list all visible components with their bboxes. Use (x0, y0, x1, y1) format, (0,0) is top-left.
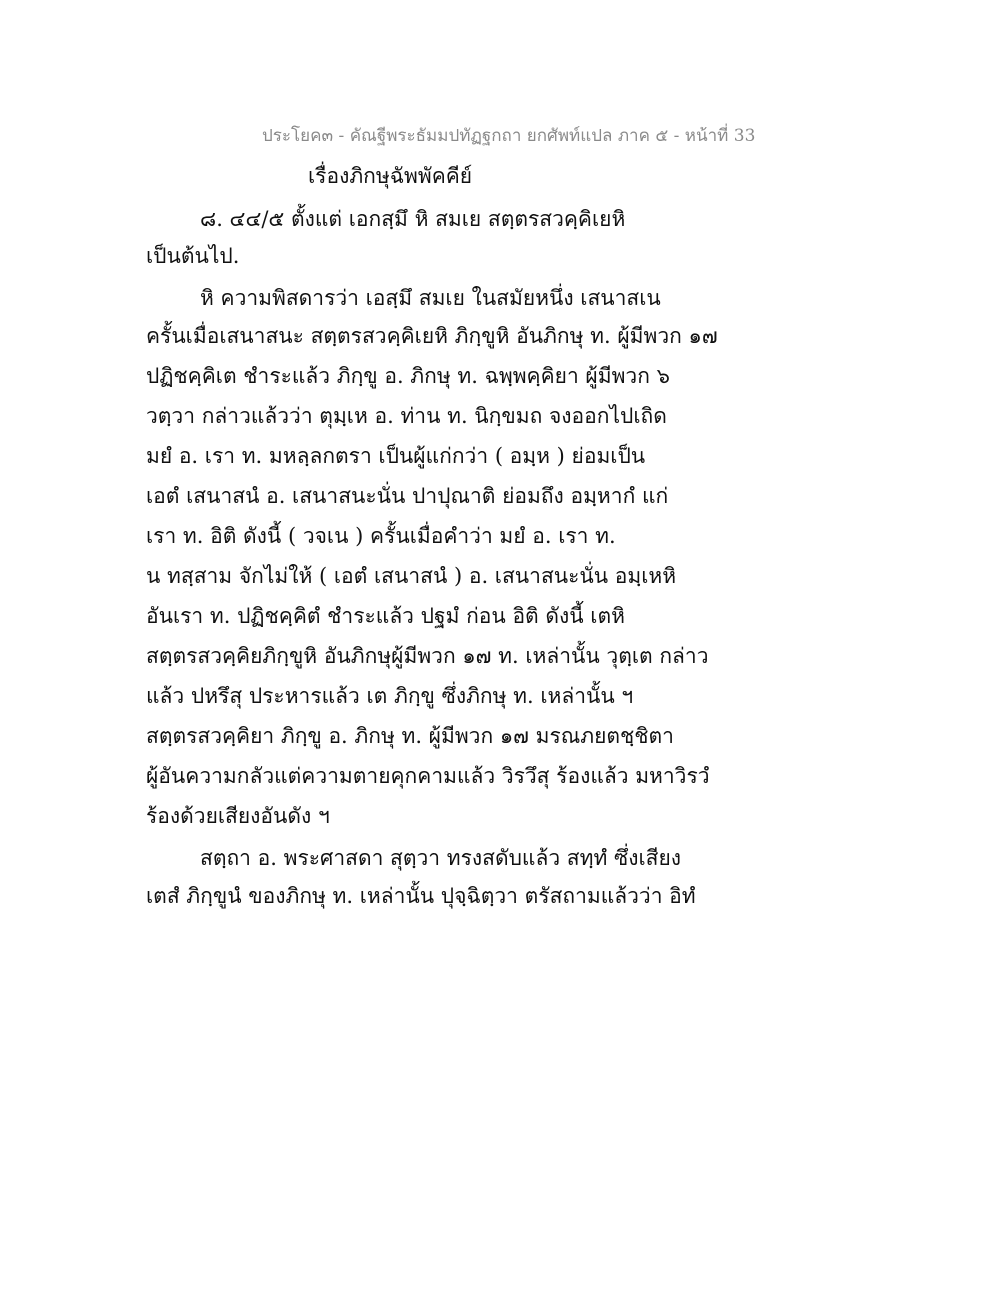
text-line: ๘. ๔๔/๕ ตั้งแต่ เอกสฺมึ หิ สมเย สตฺตรสวคฺคิเยหิ (200, 207, 626, 231)
story-title: เรื่องภิกษุฉัพพัคคีย์ (308, 164, 473, 188)
text-line: หิ ความพิสดารว่า เอสฺมึ สมเย ในสมัยหนึ่ง เสนาสเน (200, 286, 661, 310)
text-line: ผู้อันความกลัวแต่ความตายคุกคามแล้ว วิรวึสุ ร้องแล้ว มหาวิรวํ (146, 764, 710, 788)
text-line: สตฺตรสวคฺคิยา ภิกฺขู อ. ภิกษุ ท. ผู้มีพวก ๑๗ มรณภยตชฺชิตา (146, 724, 674, 748)
text-line: ร้องด้วยเสียงอันดัง ฯ (146, 804, 330, 828)
text-line: เตสํ ภิกฺขูนํ ของภิกษุ ท. เหล่านั้น ปุจฺฉิตฺวา ตรัสถามแล้วว่า อิทํ (146, 884, 696, 908)
text-line: เป็นต้นไป. (146, 244, 240, 268)
text-line: ปฏิชคฺคิเต ชำระแล้ว ภิกฺขู อ. ภิกษุ ท. ฉพฺพคฺคิยา ผู้มีพวก ๖ (146, 364, 670, 388)
text-line: เรา ท. อิติ ดังนี้ ( วจเน ) ครั้นเมื่อคำว่า มยํ อ. เรา ท. (146, 524, 616, 548)
text-line: วตฺวา กล่าวแล้วว่า ตุมฺเห อ. ท่าน ท. นิกฺขมถ จงออกไปเถิด (146, 404, 667, 428)
text-line: มยํ อ. เรา ท. มหลฺลกตรา เป็นผู้แก่กว่า ( อมฺห ) ย่อมเป็น (146, 444, 646, 468)
text-line: ครั้นเมื่อเสนาสนะ สตฺตรสวคฺคิเยหิ ภิกฺขูหิ อันภิกษุ ท. ผู้มีพวก ๑๗ (146, 324, 718, 348)
text-line: สตฺถา อ. พระศาสดา สุตฺวา ทรงสดับแล้ว สทฺทํ ซึ่งเสียง (200, 846, 682, 870)
text-line: สตฺตรสวคฺคิยภิกฺขูหิ อันภิกษุผู้มีพวก ๑๗ ท. เหล่านั้น วุตฺเต กล่าว (146, 644, 709, 668)
text-line: แล้ว ปหรึสุ ประหารแล้ว เต ภิกฺขู ซึ่งภิกษุ ท. เหล่านั้น ฯ (146, 684, 634, 708)
text-line: เอตํ เสนาสนํ อ. เสนาสนะนั่น ปาปุณาติ ย่อมถึง อมฺหากํ แก่ (146, 484, 669, 508)
page-header: ประโยค๓ - คัณฐีพระธัมมปทัฏฐกถา ยกศัพท์แปล ภาค ๕ - หน้าที่ 33 (262, 126, 756, 146)
text-line: อันเรา ท. ปฏิชคฺคิตํ ชำระแล้ว ปฐมํ ก่อน อิติ ดังนี้ เตหิ (146, 604, 625, 628)
text-line: น ทสฺสาม จักไม่ให้ ( เอตํ เสนาสนํ ) อ. เสนาสนะนั่น อมฺเหหิ (146, 564, 677, 588)
